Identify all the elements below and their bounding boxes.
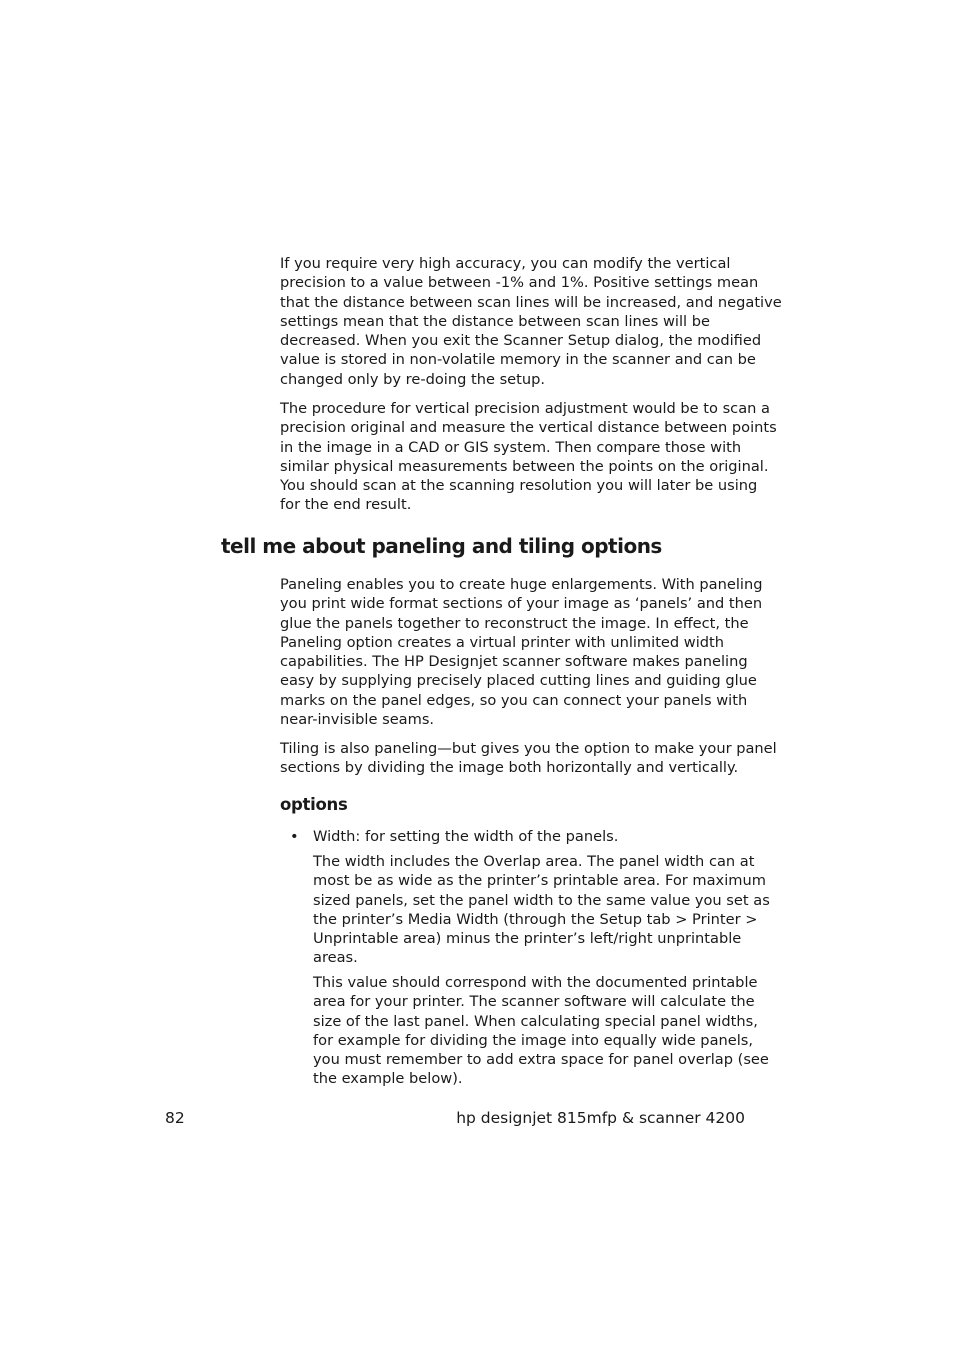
text-line: near-invisible seams. [280, 711, 435, 729]
footer-product-name: hp designjet 815mfp & scanner 4200 [456, 1109, 745, 1127]
intro-paragraph-1 [280, 254, 782, 389]
text-line: marks on the panel edges, so you can connect your panels with [280, 691, 748, 709]
text-line: You should scan at the scanning resolution you will later be using [280, 477, 758, 495]
tiling-paragraph [280, 739, 777, 778]
text-line: for the end result. [280, 496, 412, 514]
text-line: most be as wide as the printer’s printable area. For maximum [313, 872, 766, 890]
text-line: value is stored in non-volatile memory in the scanner and can be [280, 351, 756, 369]
text-line: decreased. When you exit the Scanner Setup dialog, the modified [280, 332, 762, 350]
text-line: settings mean that the distance between scan lines will be [280, 312, 710, 330]
page-number: 82 [165, 1109, 185, 1127]
text-line: changed only by re-doing the setup. [280, 370, 546, 388]
text-line: Paneling enables you to create huge enlargements. With paneling [280, 576, 763, 593]
text-line: Unprintable area) minus the printer’s left/right unprintable [313, 930, 742, 948]
text-line: you print wide format sections of your image as ‘panels’ and then [280, 595, 763, 613]
text-line: This value should correspond with the documented printable [313, 974, 758, 991]
text-line: you must remember to add extra space for panel overlap (see [313, 1051, 769, 1069]
text-line: precision original and measure the vertical distance between points [280, 419, 777, 437]
paneling-paragraph [280, 575, 763, 729]
text-line: Tiling is also paneling—but gives you the option to make your panel [280, 740, 777, 757]
options-heading: options [280, 795, 348, 814]
text-line: sections by dividing the image both horizontally and vertically. [280, 759, 739, 777]
text-line: the printer’s Media Width (through the Setup tab > Printer > [313, 910, 758, 928]
text-line: size of the last panel. When calculating special panel widths, [313, 1012, 758, 1030]
text-line: precision to a value between -1% and 1%. Positive settings mean [280, 274, 759, 292]
text-line: capabilities. The HP Designjet scanner software makes paneling [280, 653, 748, 671]
text-line: If you require very high accuracy, you can modify the vertical [280, 255, 731, 272]
width-bullet-item [313, 827, 749, 846]
text-line: similar physical measurements between the points on the original. [280, 457, 769, 475]
text-line: for example for dividing the image into equally wide panels, [313, 1031, 754, 1049]
text-line: area for your printer. The scanner software will calculate the [313, 993, 755, 1011]
text-line: sized panels, set the panel width to the same value you set as [313, 891, 770, 909]
text-line: Width: for setting the width of the panels. [313, 828, 619, 845]
section-heading: tell me about paneling and tiling options [221, 534, 662, 558]
text-line: easy by supplying precisely placed cutting lines and guiding glue [280, 672, 757, 690]
text-line: The width includes the Overlap area. The panel width can at [313, 853, 755, 870]
intro-paragraph-2 [280, 399, 777, 515]
bullet-icon: • [290, 828, 299, 845]
text-line: that the distance between scan lines will be increased, and negative [280, 293, 782, 311]
text-line: glue the panels together to reconstruct the image. In effect, the [280, 614, 749, 632]
width-description-paragraph [313, 852, 770, 968]
printable-area-paragraph [313, 973, 769, 1089]
text-line: in the image in a CAD or GIS system. Then compare those with [280, 438, 742, 456]
text-line: the example below). [313, 1070, 463, 1088]
text-line: areas. [313, 949, 358, 967]
text-line: Paneling option creates a virtual printer with unlimited width [280, 633, 725, 651]
text-line: The procedure for vertical precision adjustment would be to scan a [280, 400, 770, 417]
